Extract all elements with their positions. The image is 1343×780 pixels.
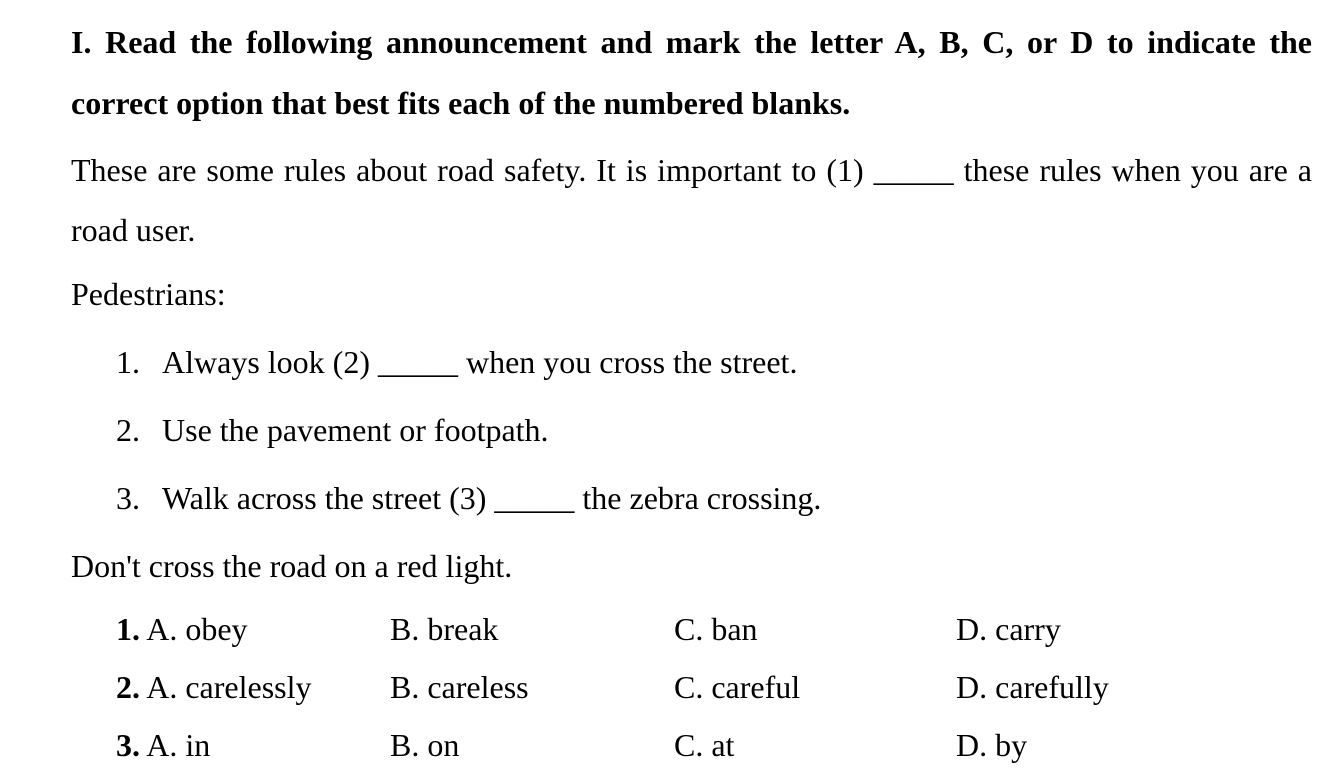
rule-item xyxy=(71,328,1312,396)
option-d[interactable]: D. carry xyxy=(956,611,1061,647)
question-row xyxy=(71,716,1312,774)
exercise-instruction: I. Read the following announcement and mark the letter A, B, C, or D to indicate the correct option that best fits each of the numbered blanks. xyxy=(71,24,1312,121)
rule-item xyxy=(71,396,1312,464)
option-a-text: A. carelessly xyxy=(146,669,312,705)
option-c[interactable]: C. at xyxy=(674,727,735,763)
rule-number: 2. xyxy=(116,412,140,448)
option-a-text: A. obey xyxy=(146,611,248,647)
question-row xyxy=(71,658,1312,716)
rule-text: Always look (2) _____ when you cross the street. xyxy=(162,344,798,380)
option-b[interactable]: B. break xyxy=(390,611,499,647)
rule-item xyxy=(71,464,1312,532)
option-a[interactable] xyxy=(116,716,210,774)
option-a-text: A. in xyxy=(146,727,211,763)
question-number: 2. xyxy=(116,669,140,705)
rules-list xyxy=(71,328,1312,532)
closing-line: Don't cross the road on a red light. xyxy=(71,548,513,584)
option-a[interactable] xyxy=(116,600,248,658)
answer-options xyxy=(71,600,1312,774)
rule-number: 1. xyxy=(116,344,140,380)
question-number: 3. xyxy=(116,727,140,763)
option-a[interactable] xyxy=(116,658,312,716)
option-d[interactable]: D. by xyxy=(956,727,1028,763)
option-c[interactable]: C. careful xyxy=(674,669,801,705)
section-label: Pedestrians: xyxy=(71,276,226,312)
worksheet-page xyxy=(71,12,1312,774)
option-b[interactable]: B. careless xyxy=(390,669,529,705)
rule-number: 3. xyxy=(116,480,140,516)
option-b[interactable]: B. on xyxy=(390,727,460,763)
option-c[interactable]: C. ban xyxy=(674,611,758,647)
intro-paragraph: These are some rules about road safety. It is important to (1) _____ these rules when you are a road user. xyxy=(71,152,1312,248)
question-row xyxy=(71,600,1312,658)
rule-text: Walk across the street (3) _____ the zebra crossing. xyxy=(162,480,822,516)
option-d[interactable]: D. carefully xyxy=(956,669,1109,705)
rule-text: Use the pavement or footpath. xyxy=(162,412,549,448)
question-number: 1. xyxy=(116,611,140,647)
